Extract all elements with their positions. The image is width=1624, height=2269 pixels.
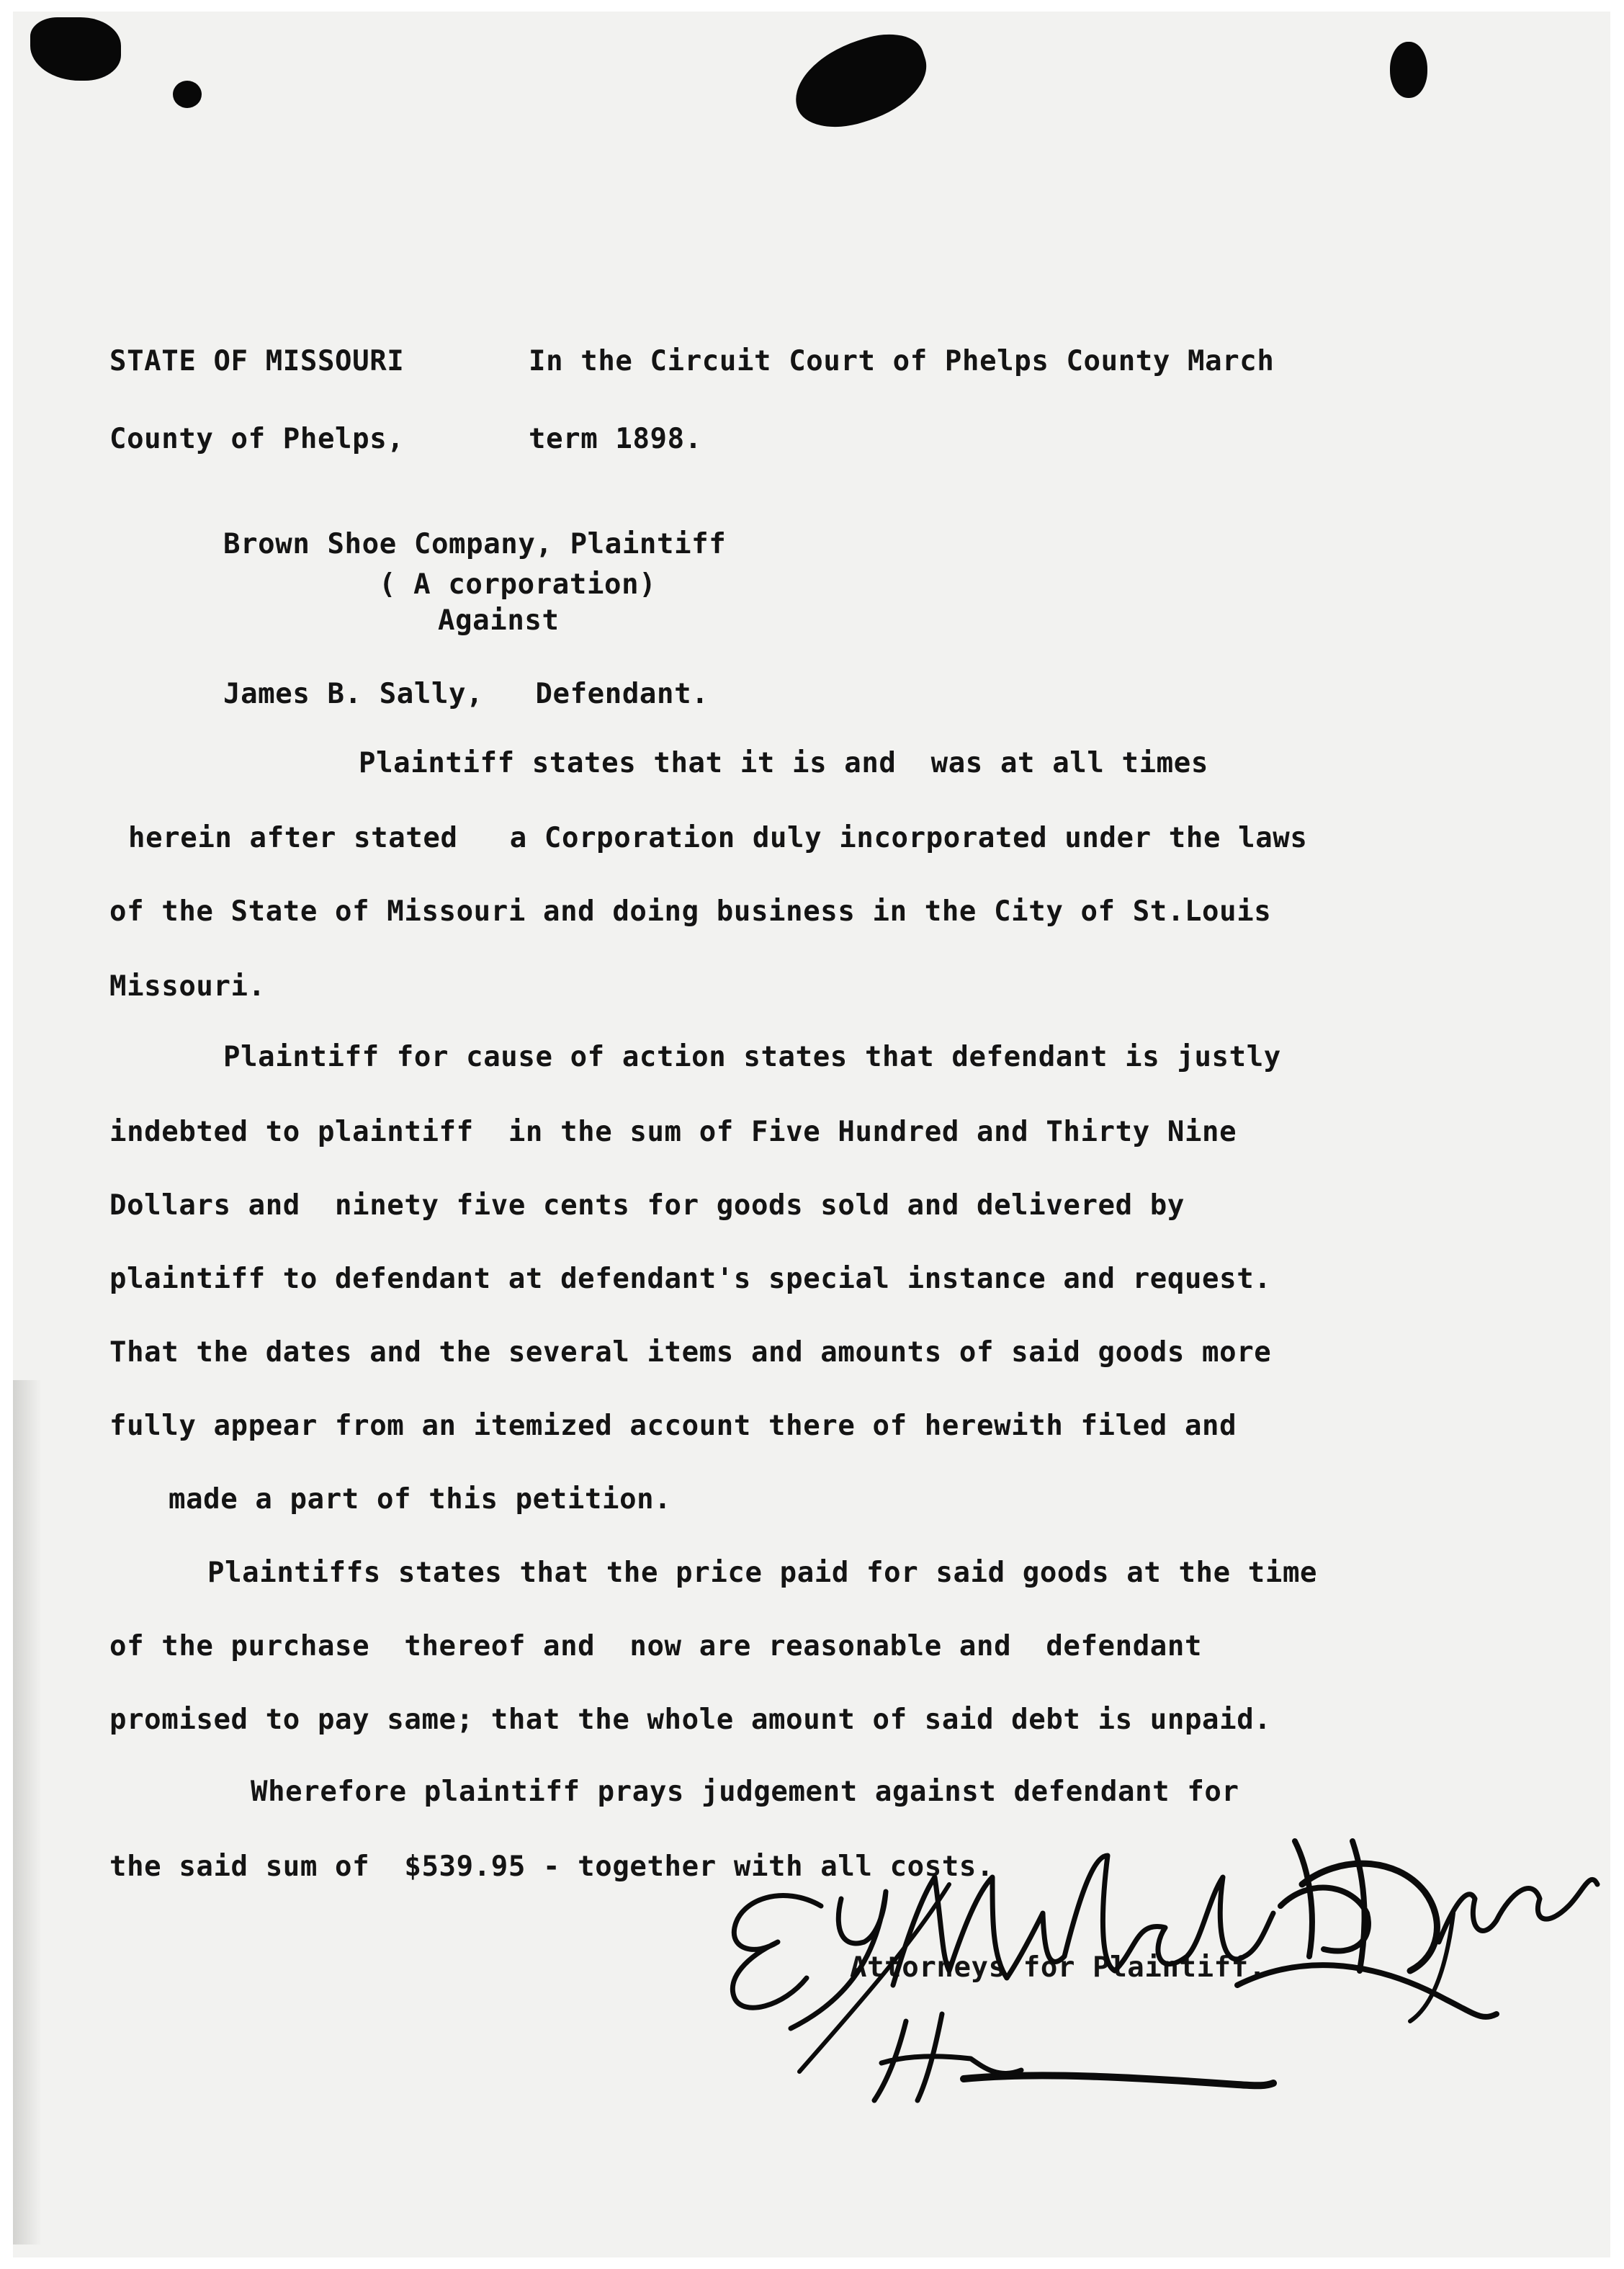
body-line: indebted to plaintiff in the sum of Five Hundred and Thirty Nine [109,1116,1237,1148]
venue-county: County of Phelps, [109,423,405,455]
body-line: promised to pay same; that the whole amount of said debt is unpaid. [109,1704,1272,1736]
court-heading-line-2: term 1898. [529,423,702,455]
versus-label: Against [438,604,560,637]
body-line: fully appear from an itemized account there of herewith filed and [109,1410,1237,1442]
body-line: Wherefore plaintiff prays judgement against defendant for [251,1776,1239,1808]
body-line: Dollars and ninety five cents for goods sold and delivered by [109,1189,1185,1222]
body-line: Plaintiffs states that the price paid for said goods at the time [207,1557,1318,1589]
body-line: herein after stated a Corporation duly incorporated under the laws [128,822,1308,854]
body-line: That the dates and the several items and amounts of said goods more [109,1336,1272,1369]
body-line: Plaintiff states that it is and was at all times [359,747,1208,779]
body-line: the said sum of $539.95 - together with all costs. [109,1850,995,1883]
ink-blot [173,81,202,108]
ink-blot [1390,42,1427,98]
body-line: Plaintiff for cause of action states that defendant is justly [223,1041,1281,1073]
venue-state: STATE OF MISSOURI [109,345,405,377]
ink-blot [30,17,121,81]
body-line: of the State of Missouri and doing business in the City of St.Louis [109,895,1272,928]
attorneys-label: Attorneys for Plaintiff. [850,1951,1266,1984]
court-heading-line-1: In the Circuit Court of Phelps County March [529,345,1275,377]
plaintiff-note: ( A corporation) [379,568,657,601]
body-line: Missouri. [109,970,266,1003]
body-line: plaintiff to defendant at defendant's special instance and request. [109,1263,1272,1295]
body-line: of the purchase thereof and now are reasonable and defendant [109,1630,1203,1662]
plaintiff-name: Brown Shoe Company, Plaintiff [223,528,727,560]
document-page [13,12,1610,2257]
defendant-name: James B. Sally, Defendant. [223,678,709,710]
body-line: made a part of this petition. [169,1483,672,1516]
ink-blot [784,22,938,140]
scan-shadow [13,1380,42,2245]
